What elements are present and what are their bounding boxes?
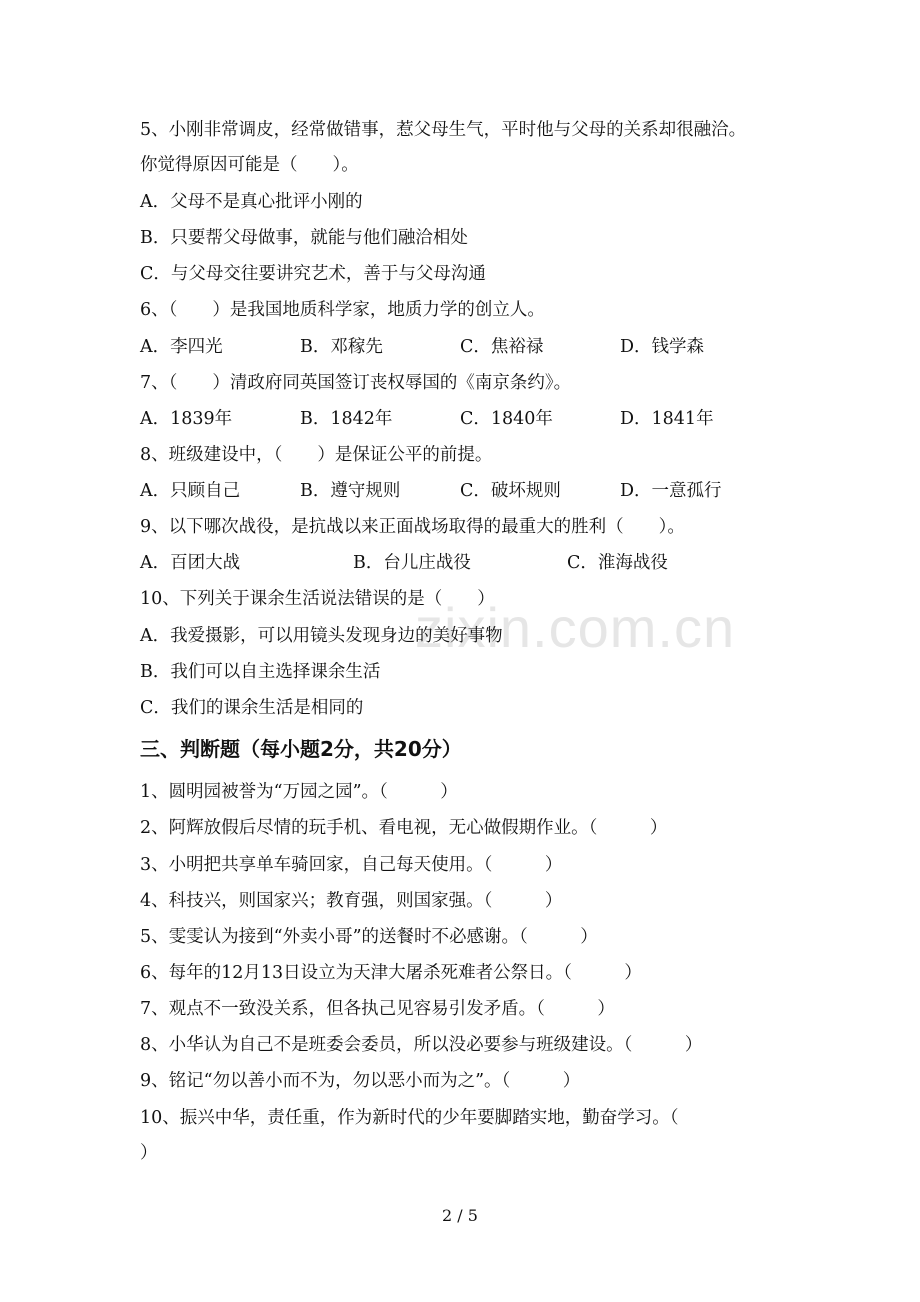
q8-option-d: D．一意孤行 — [620, 481, 722, 501]
q6-option-a: A．李四光 — [140, 337, 223, 357]
q9-option-c: C．淮海战役 — [567, 553, 668, 573]
q6-option-c: C．焦裕禄 — [460, 337, 544, 357]
q6-option-b: B．邓稼先 — [300, 337, 383, 357]
q10-stem: 10、下列关于课余生活说法错误的是（ ） — [140, 589, 495, 609]
tf-item-10-cont: ） — [140, 1143, 158, 1163]
q9-option-a: A．百团大战 — [140, 553, 241, 573]
tf-item-1: 1、圆明园被誉为“万园之园”。（ ） — [140, 782, 458, 802]
q6-option-d: D．钱学森 — [620, 337, 705, 357]
q10-option-a: A．我爱摄影，可以用镜头发现身边的美好事物 — [140, 626, 503, 646]
q7-option-a: A．1839年 — [140, 409, 233, 429]
tf-item-4: 4、科技兴，则国家兴；教育强，则国家强。（ ） — [140, 891, 563, 911]
section3-heading: 三、判断题（每小题2分，共20分） — [140, 737, 462, 761]
tf-item-9: 9、铭记“勿以善小而不为，勿以恶小而为之”。（ ） — [140, 1071, 581, 1091]
tf-item-2: 2、阿辉放假后尽情的玩手机、看电视，无心做假期作业。（ ） — [140, 818, 668, 838]
q7-option-b: B．1842年 — [300, 409, 393, 429]
tf-item-6: 6、每年的12月13日设立为天津大屠杀死难者公祭日。（ ） — [140, 963, 642, 983]
q6-stem: 6、（ ）是我国地质科学家，地质力学的创立人。 — [140, 300, 545, 320]
tf-item-5: 5、雯雯认为接到“外卖小哥”的送餐时不必感谢。（ ） — [140, 927, 598, 947]
q7-option-d: D．1841年 — [620, 409, 714, 429]
q5-option-b: B．只要帮父母做事，就能与他们融洽相处 — [140, 228, 468, 248]
q8-option-a: A．只顾自己 — [140, 481, 241, 501]
q7-option-c: C．1840年 — [460, 409, 553, 429]
watermark: zixin.com.cn — [415, 596, 736, 659]
q5-option-a: A．父母不是真心批评小刚的 — [140, 192, 363, 212]
q8-option-c: C．破坏规则 — [460, 481, 561, 501]
tf-item-3: 3、小明把共享单车骑回家，自己每天使用。（ ） — [140, 855, 563, 875]
tf-item-8: 8、小华认为自己不是班委会委员，所以没必要参与班级建设。（ ） — [140, 1035, 703, 1055]
q9-stem: 9、以下哪次战役，是抗战以来正面战场取得的最重大的胜利（ ）。 — [140, 517, 685, 537]
q9-option-b: B．台儿庄战役 — [353, 553, 471, 573]
q5-option-c: C．与父母交往要讲究艺术，善于与父母沟通 — [140, 264, 486, 284]
q5-stem-line1: 5、小刚非常调皮，经常做错事，惹父母生气，平时他与父母的关系却很融洽。 — [140, 120, 747, 140]
page-number: 2 / 5 — [442, 1206, 478, 1225]
q10-option-c: C．我们的课余生活是相同的 — [140, 698, 364, 718]
q5-stem-line2: 你觉得原因可能是（ ）。 — [140, 155, 359, 175]
q7-stem: 7、（ ）清政府同英国签订丧权辱国的《南京条约》。 — [140, 373, 572, 393]
q8-option-b: B．遵守规则 — [300, 481, 401, 501]
q8-stem: 8、班级建设中，（ ）是保证公平的前提。 — [140, 445, 493, 465]
q10-option-b: B．我们可以自主选择课余生活 — [140, 662, 381, 682]
tf-item-10: 10、振兴中华，责任重，作为新时代的少年要脚踏实地，勤奋学习。（ — [140, 1108, 679, 1128]
tf-item-7: 7、观点不一致没关系，但各执己见容易引发矛盾。（ ） — [140, 999, 615, 1019]
